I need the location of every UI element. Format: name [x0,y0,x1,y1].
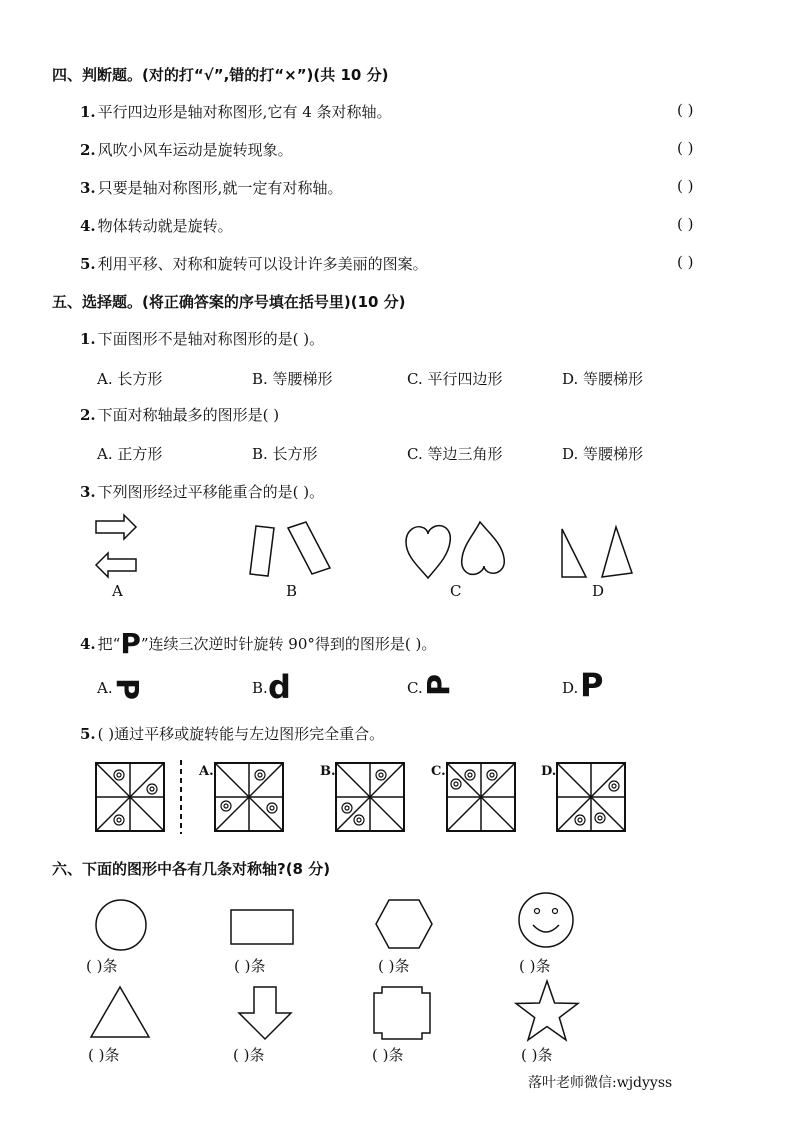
q5-figure-c [446,762,516,832]
q1-option-a[interactable]: A. 长方形 [97,370,163,388]
footer-note: 落叶老师微信:wjdyyss [528,1075,673,1091]
dashed-divider [178,760,184,834]
q5-reference-square [95,762,165,832]
right-arrow-shape [96,515,136,539]
p-glyph-icon: P [120,627,141,660]
q3-figure-rectangles [248,522,338,582]
q4-option-d[interactable]: D. [562,679,579,697]
q5-option-a[interactable]: A. [199,764,214,779]
notched-square-axis-blank[interactable]: ( )条 [372,1046,404,1064]
judge-item-4: 4. 物体转动就是旋转。 [80,217,233,235]
circle-shape [94,898,148,952]
judge-answer-blank-5[interactable]: ( ) [677,253,694,271]
heart-shape-2 [462,522,505,574]
q3-label-b: B [286,582,298,600]
smiley-axis-blank[interactable]: ( )条 [519,957,551,975]
judge-answer-blank-1[interactable]: ( ) [677,101,694,119]
hexagon-axis-blank[interactable]: ( )条 [378,957,410,975]
q1-option-b[interactable]: B. 等腰梯形 [252,370,333,388]
triangle-shape [89,985,151,1039]
triangle-shape-1 [562,529,586,577]
q3-label-d: D [592,582,605,600]
q5-figure-b [335,762,405,832]
rectangle-shape [229,908,295,946]
q3-label-c: C [450,582,462,600]
judge-answer-blank-3[interactable]: ( ) [677,177,694,195]
q5-option-d[interactable]: D. [541,764,557,779]
judge-answer-blank-2[interactable]: ( ) [677,139,694,157]
q4-option-c[interactable]: C. [407,679,423,697]
judge-item-5: 5. 利用平移、对称和旋转可以设计许多美丽的图案。 [80,255,428,273]
choice-question-5: 5. ( )通过平移或旋转能与左边图形完全重合。 [80,725,385,743]
star-icon [513,979,581,1043]
left-arrow-shape [96,553,136,577]
hexagon-shape [374,898,434,950]
q3-figure-hearts [404,522,514,582]
star-axis-blank[interactable]: ( )条 [521,1046,553,1064]
q5-figure-a [214,762,284,832]
smiley-face-icon [517,891,575,949]
q5-option-b[interactable]: B. [320,764,336,779]
rotated-p-c-icon: P [422,674,457,696]
down-arrow-icon [237,985,293,1041]
rotated-p-b-icon: d [268,668,291,706]
judge-answer-blank-4[interactable]: ( ) [677,215,694,233]
rectangle-shape-1 [250,526,274,576]
choice-question-1: 1. 下面图形不是轴对称图形的是( )。 [80,330,325,348]
q5-option-c[interactable]: C. [431,764,446,779]
q2-option-b[interactable]: B. 长方形 [252,445,318,463]
rotated-p-a-icon: P [109,678,144,700]
q4-option-b[interactable]: B. [252,679,268,697]
q3-figure-arrows [90,515,150,585]
heart-shape-1 [406,526,450,578]
q4-option-a[interactable]: A. [97,679,113,697]
judge-item-1: 1. 平行四边形是轴对称图形,它有 4 条对称轴。 [80,103,392,121]
q1-option-c[interactable]: C. 平行四边形 [407,370,503,388]
notched-square-shape [372,985,432,1041]
q3-figure-triangles [560,525,640,581]
rectangle-axis-blank[interactable]: ( )条 [234,957,266,975]
choice-question-2: 2. 下面对称轴最多的图形是( ) [80,406,280,424]
rotated-p-d-icon: P [580,666,604,704]
q1-option-d[interactable]: D. 等腰梯形 [562,370,644,388]
section-5-title: 五、选择题。(将正确答案的序号填在括号里)(10 分) [52,293,406,311]
q2-option-c[interactable]: C. 等边三角形 [407,445,503,463]
q3-label-a: A [112,582,123,600]
choice-question-3: 3. 下列图形经过平移能重合的是( )。 [80,483,325,501]
rectangle-shape-2 [288,522,330,574]
arrow-axis-blank[interactable]: ( )条 [233,1046,265,1064]
q5-figure-d [556,762,626,832]
section-6-title: 六、下面的图形中各有几条对称轴?(8 分) [52,860,331,878]
q2-option-a[interactable]: A. 正方形 [97,445,163,463]
choice-question-4: 4. 把“P”连续三次逆时针旋转 90°得到的图形是( )。 [80,627,437,660]
triangle-axis-blank[interactable]: ( )条 [88,1046,120,1064]
section-4-title: 四、判断题。(对的打“√”,错的打“×”)(共 10 分) [52,66,389,84]
triangle-shape-2 [602,527,632,577]
q2-option-d[interactable]: D. 等腰梯形 [562,445,644,463]
judge-item-2: 2. 风吹小风车运动是旋转现象。 [80,141,293,159]
circle-axis-blank[interactable]: ( )条 [86,957,118,975]
judge-item-3: 3. 只要是轴对称图形,就一定有对称轴。 [80,179,343,197]
